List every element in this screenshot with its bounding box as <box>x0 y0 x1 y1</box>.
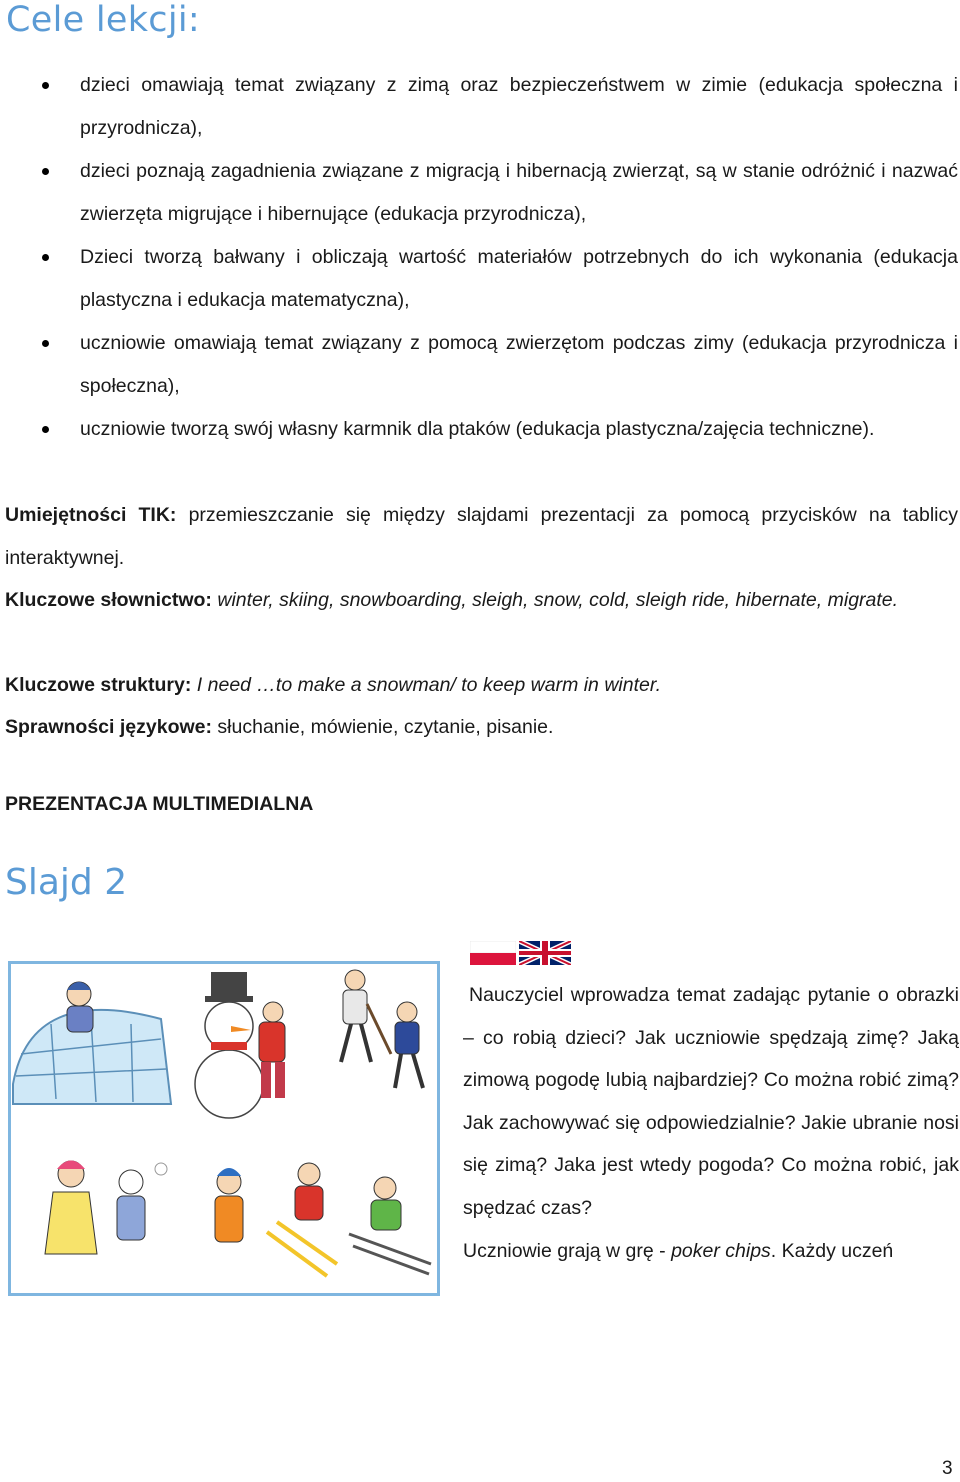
section-heading: PREZENTACJA MULTIMEDIALNA <box>5 793 314 815</box>
child-throwing-snowball-icon <box>117 1163 167 1240</box>
snowman-icon <box>195 972 263 1118</box>
structures-label: Kluczowe struktury: <box>5 674 192 696</box>
list-item: Dzieci tworzą bałwany i obliczają wartość materiałów potrzebnych do ich wykonania (edukacja plastyczna i edukacja matematyczna), <box>0 236 958 322</box>
skier-icon <box>267 1163 337 1276</box>
skills-label: Sprawności językowe: <box>5 716 212 738</box>
sledding-child-icon <box>349 1177 431 1274</box>
child-igloo-icon <box>67 982 93 1032</box>
child-orange-coat-icon <box>215 1168 243 1242</box>
winter-activities-illustration <box>8 961 440 1296</box>
slide-paragraph-1: Nauczyciel wprowadza temat zadając pytanie o obrazki – co robią dzieci? Jak uczniowie spędzają zimę? Jaką zimową pogodę lubią najbardziej? Co można robić zimą? Jak zachowywać się odpowiedzialnie? Jakie ubranie nosi się zimą? Jaka jest wtedy pogoda? Co można robić, jak spędzać czas? <box>463 984 959 1219</box>
page-number: 3 <box>942 1458 953 1479</box>
list-item: dzieci poznają zagadnienia związane z migracją i hibernacją zwierząt, są w stanie odróżnić i nazwać zwierzęta migrujące i hibernujące (edukacja przyrodnicza), <box>0 150 958 236</box>
list-item: uczniowie tworzą swój własny karmnik dla ptaków (edukacja plastyczna/zajęcia techniczne). <box>0 408 958 451</box>
hockey-player-2-icon <box>395 1002 423 1088</box>
skills-paragraph <box>5 706 958 749</box>
vocab-label: Kluczowe słownictwo: <box>5 589 212 611</box>
uk-flag-icon <box>519 941 571 965</box>
language-flags <box>470 941 571 965</box>
child-snowman-icon <box>259 1002 285 1098</box>
tik-text: przemieszczanie się między slajdami prezentacji za pomocą przycisków na tablicy interaktywnej. <box>5 504 958 569</box>
tik-label: Umiejętności TIK: <box>5 504 177 526</box>
list-item: dzieci omawiają temat związany z zimą oraz bezpieczeństwem w zimie (edukacja społeczna i przyrodnicza), <box>0 64 958 150</box>
vocab-paragraph <box>5 579 958 622</box>
goals-list <box>0 64 958 451</box>
game-name: poker chips <box>671 1239 771 1262</box>
structures-paragraph <box>5 664 958 707</box>
slide-paragraph-2: Uczniowie grają w grę - poker chips. Każdy uczeń <box>463 1239 894 1262</box>
bullet-icon <box>42 168 49 175</box>
skills-text: słuchanie, mówienie, czytanie, pisanie. <box>212 716 554 738</box>
tik-paragraph <box>5 494 958 580</box>
hockey-player-icon <box>341 970 391 1062</box>
page-heading: Cele lekcji: <box>6 0 200 40</box>
slide-title: Slajd 2 <box>5 862 128 903</box>
polish-flag-icon <box>470 941 516 965</box>
child-yellow-coat-icon <box>45 1161 97 1255</box>
vocab-text: winter, skiing, snowboarding, sleigh, snow, cold, sleigh ride, hibernate, migrate. <box>211 589 899 611</box>
winter-scene-image <box>11 964 437 1293</box>
bullet-icon <box>42 82 49 89</box>
bullet-icon <box>42 254 49 261</box>
list-item: uczniowie omawiają temat związany z pomocą zwierzętom podczas zimy (edukacja przyrodnicza i społeczna), <box>0 322 958 408</box>
slide-description <box>463 974 959 1272</box>
bullet-icon <box>42 426 49 433</box>
structures-text: I need …to make a snowman/ to keep warm in winter. <box>191 674 662 696</box>
bullet-icon <box>42 340 49 347</box>
